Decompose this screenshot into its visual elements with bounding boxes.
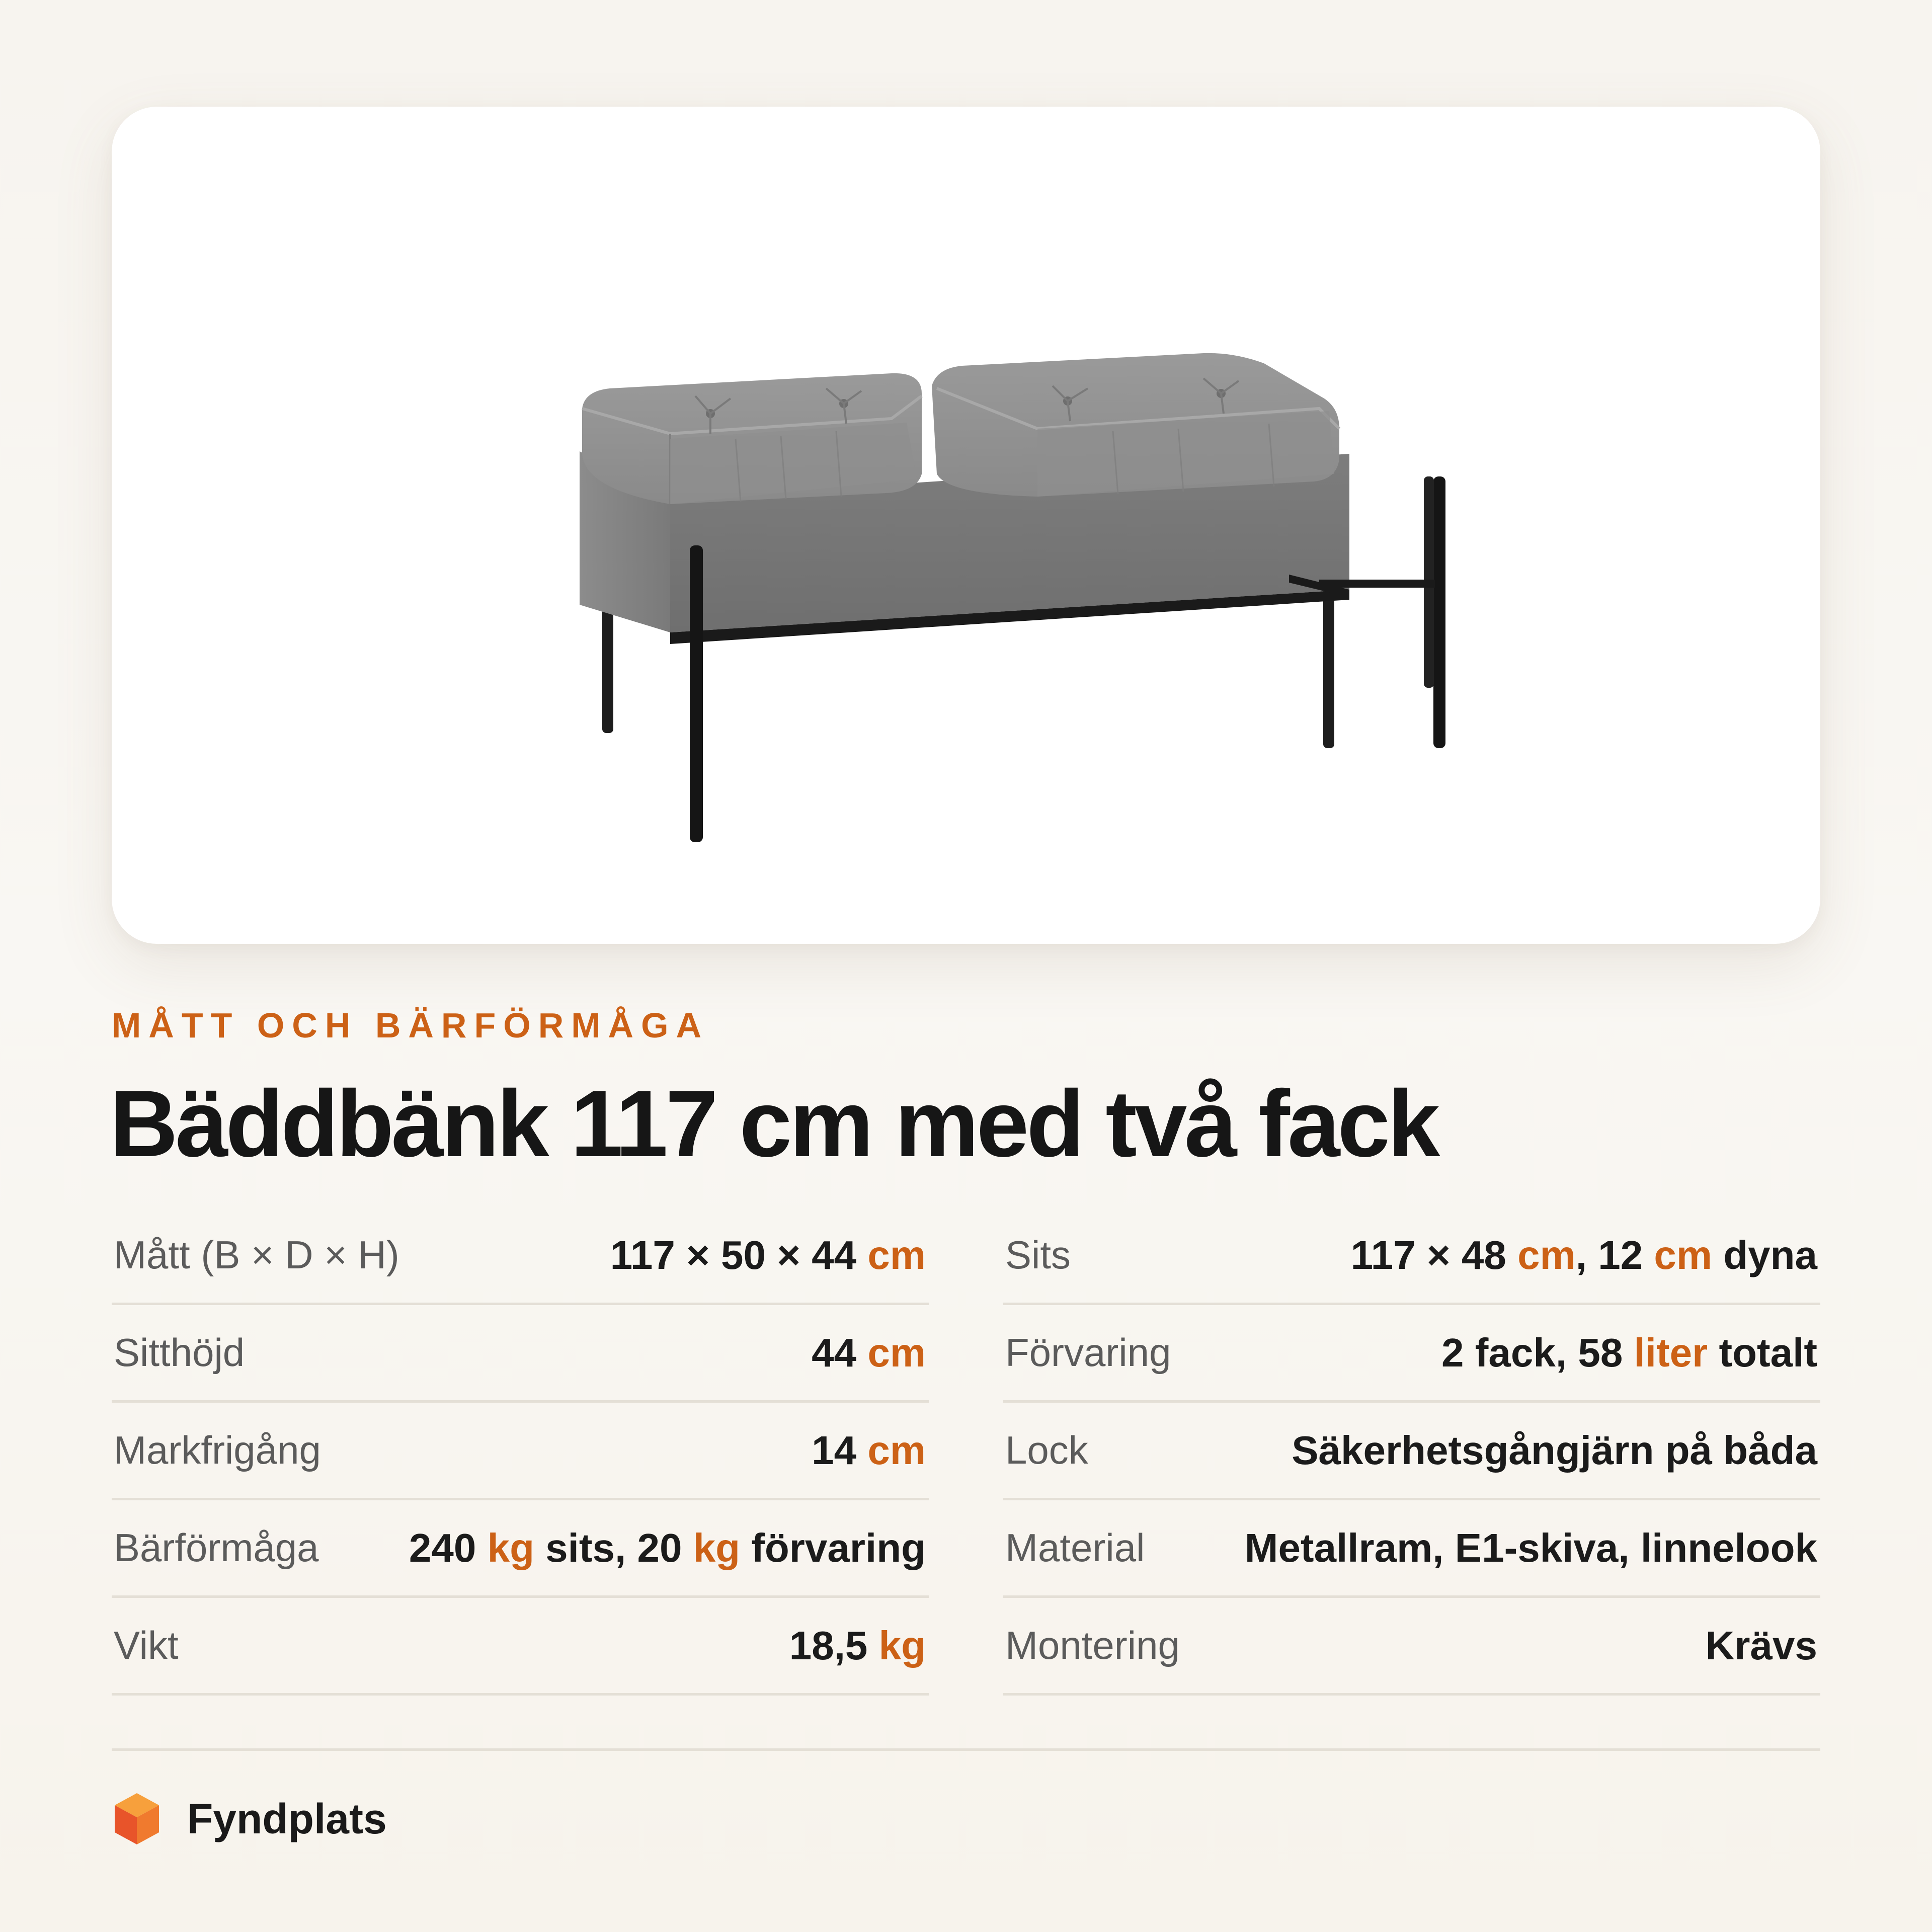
spec-unit: cm [867,1232,926,1277]
spec-label: Montering [1005,1623,1180,1667]
spec-value-text: sits, 20 [534,1525,693,1570]
spec-value [409,1525,929,1571]
spec-value-text: , 12 [1575,1232,1654,1277]
spec-value [610,1232,929,1278]
specs-column-left [112,1208,929,1696]
spec-row [1003,1208,1820,1305]
product-title: Bäddbänk 117 cm med två fack [110,1071,1438,1176]
spec-row [112,1598,929,1696]
brand [112,1791,387,1846]
spec-value-text: Krävs [1705,1623,1817,1668]
spec-unit: cm [867,1330,926,1375]
spec-row [1003,1500,1820,1598]
spec-value-text: 2 fack, 58 [1441,1330,1634,1375]
spec-value [789,1623,929,1669]
spec-row [112,1500,929,1598]
spec-label: Mått (B × D × H) [114,1233,399,1277]
section-eyebrow: MÅTT OCH BÄRFÖRMÅGA [112,1006,709,1045]
spec-label: Förvaring [1005,1330,1171,1375]
spec-label: Lock [1005,1428,1088,1472]
spec-value-text: Säkerhetsgångjärn på båda [1292,1427,1817,1473]
spec-value-text: totalt [1708,1330,1817,1375]
spec-label: Bärförmåga [114,1525,319,1570]
spec-value [1351,1232,1820,1278]
spec-value [812,1330,929,1376]
spec-value-text: Metallram, E1-skiva, linnelook [1244,1525,1817,1570]
spec-row [1003,1403,1820,1500]
spec-value-text: 240 [409,1525,488,1570]
brand-name: Fyndplats [187,1795,387,1842]
spec-row [112,1305,929,1403]
footer-divider [112,1748,1820,1751]
spec-unit: kg [693,1525,741,1570]
spec-value-text: 18,5 [789,1623,879,1668]
spec-value [1706,1623,1820,1669]
spec-label: Vikt [114,1623,179,1667]
product-image [112,107,1820,944]
spec-unit: cm [867,1427,926,1473]
spec-value-text: dyna [1712,1232,1817,1277]
spec-value [1245,1525,1820,1571]
spec-value [1292,1427,1820,1474]
spec-value-text: 117 × 48 [1350,1232,1518,1277]
spec-label: Markfrigång [114,1428,321,1472]
spec-unit: kg [878,1623,926,1668]
spec-unit: liter [1634,1330,1708,1375]
spec-unit: kg [487,1525,534,1570]
spec-label: Material [1005,1525,1145,1570]
product-image-card [112,107,1820,944]
spec-row [112,1403,929,1500]
spec-row [1003,1598,1820,1696]
spec-value [1441,1330,1820,1376]
spec-label: Sitthöjd [114,1330,245,1375]
spec-unit: cm [1517,1232,1576,1277]
spec-value-text: 14 [812,1427,868,1473]
spec-row [1003,1305,1820,1403]
specs-table [112,1208,1820,1701]
spec-value-text: 117 × 50 × 44 [610,1232,868,1277]
spec-value [812,1427,929,1474]
spec-label: Sits [1005,1233,1071,1277]
spec-row [112,1208,929,1305]
cube-logo-icon [112,1791,162,1846]
spec-value-text: 44 [812,1330,868,1375]
spec-value-text: förvaring [740,1525,926,1570]
spec-unit: cm [1654,1232,1713,1277]
specs-column-right [1003,1208,1820,1696]
